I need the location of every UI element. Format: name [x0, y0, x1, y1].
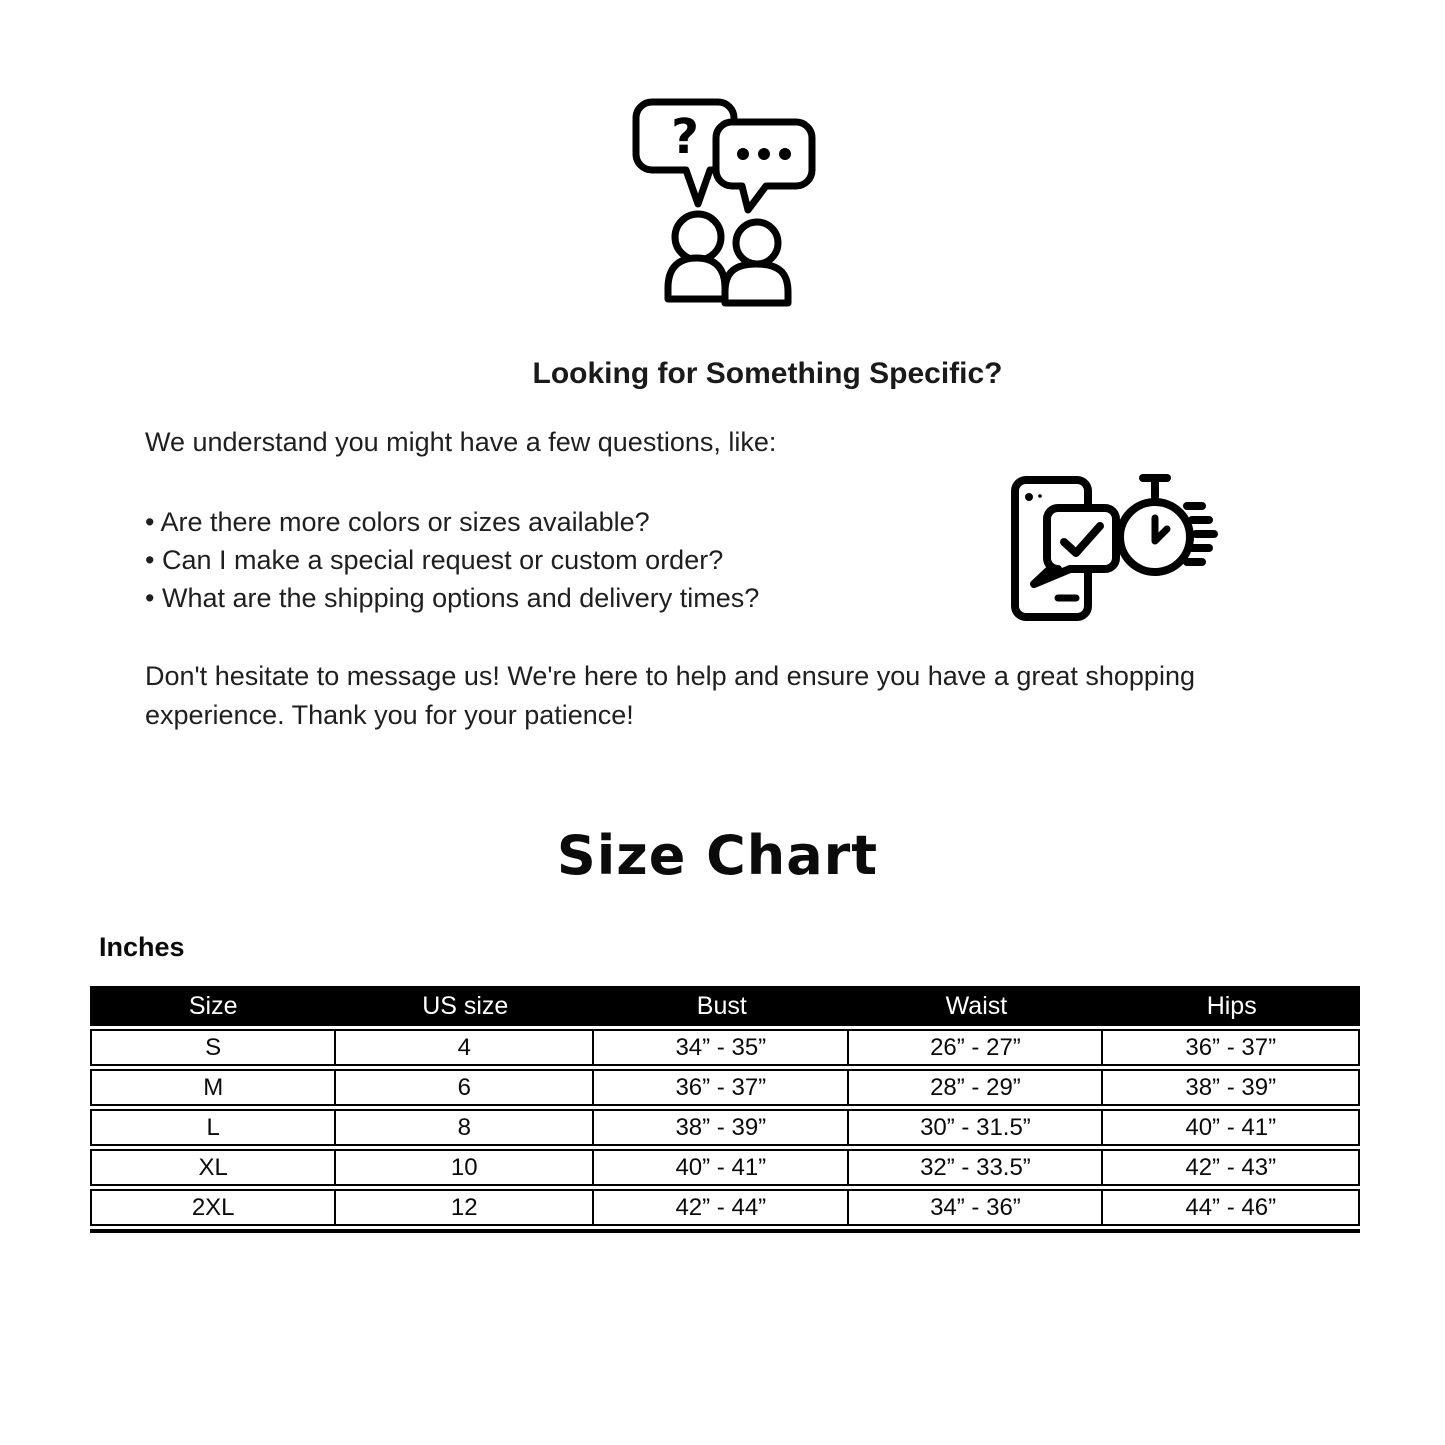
- table-cell: 26” - 27”: [849, 1029, 1103, 1066]
- phone-camera-dot: [1038, 494, 1042, 498]
- table-row: [90, 1149, 1360, 1186]
- table-cell: 40” - 41”: [1103, 1109, 1360, 1146]
- size-chart-table: [90, 983, 1360, 1233]
- question-glyph: ?: [671, 109, 699, 165]
- table-cell: 36” - 37”: [594, 1069, 849, 1106]
- table-row: [90, 1029, 1360, 1066]
- person-head: [675, 214, 721, 260]
- table-cell: 4: [336, 1029, 594, 1066]
- size-chart-title: Size Chart: [556, 824, 879, 887]
- table-row: [90, 1109, 1360, 1146]
- message-bubble: [1034, 508, 1116, 584]
- person-head: [736, 222, 778, 264]
- person-body: [668, 258, 725, 299]
- table-cell: 10: [336, 1149, 594, 1186]
- table-row: [90, 1069, 1360, 1106]
- closing-text: Don't hesitate to message us! We're here to help and ensure you have a great shopping experience. Thank you for your patience!: [145, 661, 1195, 730]
- intro-text: We understand you might have a few questions, like:: [145, 427, 777, 457]
- table-cell: 6: [336, 1069, 594, 1106]
- header-cell-size: Size: [90, 986, 336, 1026]
- person-body: [725, 264, 788, 303]
- table-cell: S: [90, 1029, 336, 1066]
- table-header-row: [90, 986, 1360, 1026]
- table-cell: L: [90, 1109, 336, 1146]
- phone-message-fast-reply-icon: [1006, 466, 1226, 631]
- table-cell: 30” - 31.5”: [849, 1109, 1103, 1146]
- table-cell: 38” - 39”: [1103, 1069, 1360, 1106]
- header-cell-us-size: US size: [336, 986, 594, 1026]
- header-cell-bust: Bust: [594, 986, 849, 1026]
- typing-dot: [737, 148, 749, 160]
- people-chat-icon: [622, 96, 822, 311]
- hero-heading: Looking for Something Specific?: [532, 357, 1003, 390]
- table-cell: 44” - 46”: [1103, 1189, 1360, 1226]
- table-cell: 36” - 37”: [1103, 1029, 1360, 1066]
- table-cell: 12: [336, 1189, 594, 1226]
- table-row: [90, 1189, 1360, 1226]
- question-item: • Can I make a special request or custom order?: [145, 545, 724, 575]
- table-cell: XL: [90, 1149, 336, 1186]
- table-cell: 42” - 44”: [594, 1189, 849, 1226]
- typing-dot: [758, 148, 770, 160]
- question-list: [145, 503, 759, 617]
- phone-camera-dot: [1025, 493, 1033, 501]
- table-cell: 34” - 35”: [594, 1029, 849, 1066]
- table-cell: 28” - 29”: [849, 1069, 1103, 1106]
- header-cell-hips: Hips: [1103, 986, 1360, 1026]
- table-cell: M: [90, 1069, 336, 1106]
- stopwatch-icon: [1120, 478, 1190, 572]
- table-cell: 38” - 39”: [594, 1109, 849, 1146]
- table-cell: 32” - 33.5”: [849, 1149, 1103, 1186]
- question-item: • Are there more colors or sizes available?: [145, 507, 650, 537]
- header-cell-waist: Waist: [849, 986, 1103, 1026]
- table-cell: 2XL: [90, 1189, 336, 1226]
- table-cell: 42” - 43”: [1103, 1149, 1360, 1186]
- table-cell: 8: [336, 1109, 594, 1146]
- typing-speech-bubble: [716, 122, 812, 210]
- question-item: • What are the shipping options and delivery times?: [145, 583, 760, 613]
- typing-dot: [779, 148, 791, 160]
- table-cell: 40” - 41”: [594, 1149, 849, 1186]
- size-chart-table-wrap: [90, 983, 1360, 1233]
- unit-label: Inches: [99, 932, 185, 962]
- table-cell: 34” - 36”: [849, 1189, 1103, 1226]
